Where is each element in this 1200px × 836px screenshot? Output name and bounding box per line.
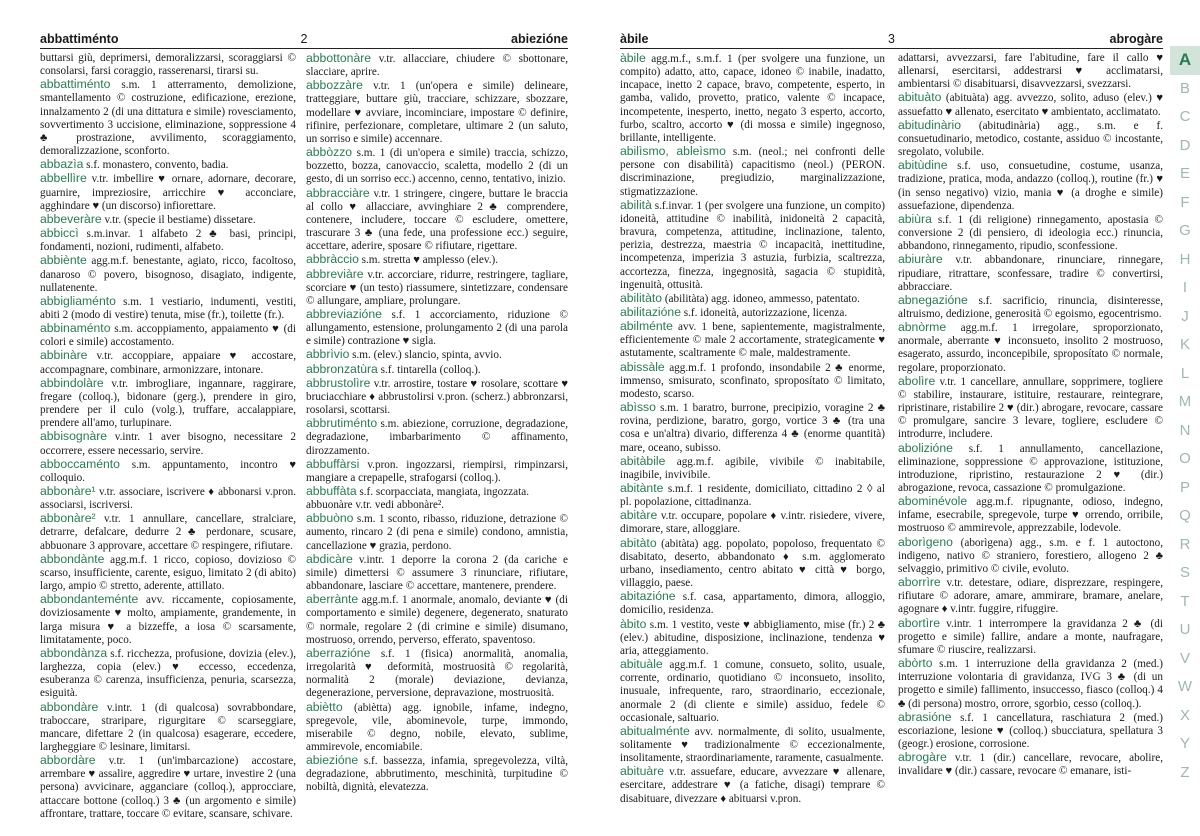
entry-headword: abilménte [620, 319, 673, 334]
dictionary-entry [40, 172, 296, 212]
entry-headword: abbuòno [306, 511, 354, 526]
dictionary-entry [40, 485, 296, 512]
entry-headword: abiezióne [306, 753, 359, 768]
thumb-tab-v[interactable]: V [1179, 649, 1190, 667]
entry-headword: abbreviazióne [306, 306, 382, 321]
entry-definition: v.intr. 1 deporre la corona 2 (da cariche e simile) dimettersi © assumere 3 rinunciare, rifiutare, abbandonare, lasciare © accettare, mantenere, prendere. [306, 553, 568, 593]
dictionary-entry [306, 363, 568, 377]
entry-definition: s.m.f. 1 residente, domiciliato, cittadino 2 ◊ al pl. popolazione, cittadinanza. [620, 483, 885, 509]
entry-headword: abbinàre [40, 348, 88, 363]
entry-definition: v.intr. 1 (di qualcosa) sovrabbondare, traboccare, straripare, rigurgitare © scarseggiare, mancare, difettare 2 (in qualcosa) esagerare, eccedere, largheggiare © lesinare, limitarsi. [40, 701, 296, 753]
entry-definition: s.f. monastero, convento, badia. [83, 159, 229, 172]
entry-headword: abbiccì [40, 226, 79, 241]
dictionary-entry [40, 701, 296, 755]
right-first-guideword: àbile [620, 32, 649, 46]
thumb-tab-d[interactable]: D [1179, 136, 1191, 154]
entry-definition: s.f. 1 accorciamento, riduzione © allungamento, estensione, prolungamento 2 (di una parola e simile) contrazione ♥ sigla. [306, 308, 568, 348]
entry-definition: s.m. abiezione, corruzione, degradazione, degradazione, imbarbarimento © affinamento, dirozzamento. [306, 418, 568, 457]
entry-definition: v.tr. (specie il bestiame) dissetare. [101, 213, 256, 226]
entry-headword: abiuràre [898, 252, 943, 267]
dictionary-entry [620, 658, 885, 725]
dictionary-entry [306, 377, 568, 417]
thumb-tab-y[interactable]: Y [1179, 735, 1190, 752]
dictionary-entry [898, 617, 1163, 657]
entry-definition: s.f. bassezza, infamia, spregevolezza, viltà, degradazione, abbrutimento, meschinità, turpitudine © nobiltà, dignità, elevatezza. [306, 755, 568, 794]
entry-headword: abbondànza [40, 645, 108, 660]
entry-headword: abìsso [620, 400, 656, 415]
entry-headword: abdicàre [306, 551, 353, 566]
entry-headword: abnegazióne [898, 292, 968, 307]
entry-headword: abitualménte [620, 723, 690, 738]
entry-definition: s.f. tintarella (colloq.). [377, 363, 481, 376]
dictionary-entry [898, 213, 1163, 253]
entry-definition: v.tr. arrostire, tostare ♥ rosolare, scottare ♥ bruciacchiare ♦ abbrustolirsi v.pron. (scherz.) abbronzarsi, rosolarsi, scottarsi. [306, 377, 568, 417]
entry-headword: abrasióne [898, 709, 952, 724]
entry-definition: s.m.invar. 1 alfabeto 2 ♣ basi, principi, fondamenti, nozioni, rudimenti, alfabeto. [40, 228, 296, 254]
entry-definition: avv. riccamente, copiosamente, doviziosamente ♥ molto, ampiamente, grandemente, in larga misura ♥ a bizzeffe, a iosa © scarsamente, limitatamente, poco. [40, 594, 296, 646]
left-page [40, 30, 568, 836]
left-column-2 [306, 52, 568, 836]
dictionary-entry [306, 268, 568, 308]
thumb-tab-m[interactable]: M [1178, 393, 1192, 410]
entry-definition: s.m. 1 interruzione della gravidanza 2 (med.) interruzione volontaria di gravidanza, IVG 3 ♣ (di un progetto e simile) fallimento, insuccesso, fiasco (colloq.) 4 ♣ (di persona) mostro, orrore, sgorbio, cesso (colloq.). [898, 658, 1163, 710]
dictionary-entry [40, 295, 296, 322]
entry-headword: abbigliaménto [40, 293, 116, 308]
dictionary-entry [898, 253, 1163, 293]
entry-headword: abbellìre [40, 171, 87, 186]
entry-headword: abbràccio [306, 252, 359, 267]
entry-headword: abrogàre [898, 750, 947, 765]
entry-definition: v.tr. allacciare, chiudere © sbottonare, slacciare, aprire. [306, 53, 568, 79]
entry-definition: s.m. accoppiamento, appaiamento ♥ (di colori e simile) accostamento. [40, 323, 296, 349]
entry-headword: abbreviàre [306, 266, 364, 281]
entry-headword: àbile [620, 52, 646, 65]
entry-headword: abissàle [620, 359, 665, 374]
entry-headword: abbracciàre [306, 185, 370, 200]
entry-definition: s.m. (neol.; nei confronti delle persone con disabilità) capacitismo (neol.) (PERON. discriminazione, pregiudizio, marginalizzazione, stigmatizzazione. [620, 146, 885, 198]
entry-headword: abbonàre¹ [40, 484, 96, 498]
entry-definition: (abiètta) agg. ignobile, infame, indegno, spregevole, vile, abominevole, turpe, immondo, miserabile © degno, nobile, elevato, sublime, ammirevole, encomiabile. [306, 701, 568, 753]
entry-definition: s.f. uso, consuetudine, costume, usanza, tradizione, pratica, moda, andazzo (colloq.), routine (fr.) ♥ (in senso negativo) vizio, mania ♥ (a droghe e simile) assuefazione, dipendenza. [898, 160, 1163, 212]
dictionary-entry [898, 576, 1163, 616]
entry-headword: aborìgeno [898, 534, 953, 549]
dictionary-entry [306, 146, 568, 186]
entry-definition: s.m. 1 sconto, ribasso, riduzione, detrazione © aumento, rincaro 2 (di pena e simile) condono, amnistia, cancellazione ♥ grazia, perdono. [306, 513, 568, 552]
entry-definition: v.tr. detestare, odiare, disprezzare, respingere, rifiutare © adorare, amare, ammirare, bramare, anelare, agognare ♦ v.intr. fuggire, rifuggire. [898, 577, 1163, 616]
dictionary-entry [620, 765, 885, 805]
entry-headword: abilitazióne [620, 304, 681, 319]
thumb-tab-a[interactable]: A [1170, 46, 1200, 75]
entry-definition: s.m. 1 vestiario, indumenti, vestiti, abiti 2 (modo di vestire) tenuta, mise (fr.), toilette (fr.). [40, 295, 296, 321]
entry-definition: agg.m.f. 1 ricco, copioso, dovizioso © scarso, insufficiente, carente, esiguo, limitato 2 (di abito) largo, ampio © stretto, aderente, attillato. [40, 553, 296, 593]
entry-definition: s.m. 1 (di un'opera e simile) traccia, schizzo, bozzetto, bozza, canovaccio, scaletta, modello 2 (di un gesto, di un sorriso ecc.) accenno, cenno, tentativo, inizio. [306, 147, 568, 186]
dictionary-entry [620, 306, 885, 320]
dictionary-entry [620, 145, 885, 199]
entry-definition: s.m. stretta ♥ amplesso (elev.). [358, 254, 499, 267]
dictionary-entry [898, 52, 1163, 91]
dictionary-entry [306, 458, 568, 485]
entry-definition: s.f. ricchezza, profusione, dovizia (elev.), larghezza, copia (elev.) ♥ eccesso, eccedenza, esuberanza © carenza, insufficienza, penuria, scarsezza, esiguità. [40, 647, 296, 700]
entry-headword: abitànte [620, 481, 664, 495]
dictionary-entry [620, 537, 885, 591]
dictionary-entry [306, 647, 568, 701]
entry-headword: abbondàre [40, 699, 99, 714]
entry-definition: (abitàta) agg. popolato, popoloso, frequentato © disabitato, deserto, abbandonato ♦ s.m. agglomerato urbano, insediamento, centro abitato ♥ città ♥ borgo, villaggio, paese. [620, 537, 885, 590]
entry-definition: v.tr. accoppiare, appaiare ♥ accostare, accompagnare, combinare, armonizzare, intonare. [40, 350, 296, 376]
dictionary-entry [620, 455, 885, 482]
entry-definition: v.tr. 1 (un'opera e simile) delineare, tratteggiare, buttare giù, tracciare, schizzare, sbozzare, modellare ♥ avviare, incominciare, impostare © definire, rifinire, perfezionare, completare, ultimare 2 (un saluto, un sorriso e simile) accennare. [306, 80, 568, 145]
dictionary-entry [40, 754, 296, 821]
entry-definition: s.m. 1 vestito, veste ♥ abbigliamento, mise (fr.) 2 ♣ (elev.) abitudine, disposizione, inclinazione, tendenza ♥ aria, atteggiamento. [620, 618, 885, 657]
entry-definition: s.m. 1 baratro, burrone, precipizio, voragine 2 ♣ rovina, perdizione, baratro, gorgo, vortice 3 ♣ (tra una cosa e un'altra) divario, differenza 4 ♣ (enorme quantità) mare, oceano, subisso. [620, 402, 885, 454]
entry-headword: abbattiménto [40, 77, 111, 92]
entry-definition: abbuonàre v.tr. vedi abbonàre². [306, 499, 445, 512]
thumb-tab-o[interactable]: O [1179, 450, 1191, 467]
dictionary-entry [40, 647, 296, 701]
entry-definition: v.tr. abbandonare, rinunciare, rinnegare, ripudiare, ritrattare, sconfessare, tradire © convertirsi, abbracciare. [898, 254, 1163, 293]
entry-definition: v.intr. 1 aver bisogno, necessitare 2 occorrere, essere necessario, servire. [40, 431, 296, 457]
left-running-head [40, 30, 568, 49]
dictionary-entry [40, 254, 296, 294]
entry-definition: v.tr. accorciare, ridurre, restringere, tagliare, scorciare ♥ (un testo) riassumere, sintetizzare, condensare © allungare, ampliare, prolungare. [306, 268, 568, 307]
thumb-tab-k[interactable]: K [1179, 336, 1190, 353]
entry-headword: abilitàto [620, 290, 663, 305]
thumb-tab-g[interactable]: G [1179, 222, 1191, 239]
entry-headword: abnòrme [898, 320, 947, 335]
thumb-tab-z[interactable]: Z [1180, 763, 1190, 781]
entry-definition: (abilitàta) agg. idoneo, ammesso, patentato. [662, 292, 860, 305]
dictionary-entry [620, 482, 885, 509]
entry-headword: abitàre [620, 508, 658, 523]
dictionary-entry [40, 377, 296, 431]
left-last-guideword: abiezióne [511, 32, 568, 46]
entry-headword: abbindolàre [40, 375, 104, 390]
entry-definition: v.tr. 1 (dir.) cancellare, revocare, abolire, invalidare ♥ (dir.) cassare, revocare © emanare, isti- [898, 752, 1163, 778]
entry-headword: aborrìre [898, 575, 941, 590]
entry-headword: àbito [620, 616, 647, 631]
dictionary-entry [306, 308, 568, 348]
thumb-tab-f[interactable]: F [1180, 193, 1190, 211]
dictionary-entry [40, 78, 296, 158]
dictionary-entry [898, 495, 1163, 535]
entry-headword: abbordàre [40, 753, 96, 768]
right-column-1 [620, 52, 885, 836]
dictionary-entry [306, 253, 568, 267]
entry-definition: v.tr. 1 stringere, cingere, buttare le braccia al collo ♥ allacciare, avvinghiare 2 ♣ comprendere, contenere, includere, toccare © escludere, omettere, trascurare 3 ♣ (una fede, una professione ecc.) seguire, accettare, aderire, sposare © rifiutare, rigettare. [306, 187, 568, 253]
dictionary-entry [620, 52, 885, 145]
entry-headword: abituàto [898, 90, 942, 105]
entry-definition: agg.m.f. 1 anormale, anomalo, deviante ♥ (di comportamento e simile) degenere, degenerato, snaturato © normale, regolare 2 (di crimine e simile) disumano, mostruoso, orrendo, perverso, efferato, spaventoso. [306, 594, 568, 646]
entry-headword: abbottonàre [306, 52, 372, 65]
thumb-tab-w[interactable]: W [1177, 678, 1193, 695]
left-first-guideword: abbattiménto [40, 32, 119, 46]
thumb-index [1170, 46, 1200, 836]
entry-definition: s.f. 1 annullamento, cancellazione, eliminazione, soppressione © approvazione, istituzione, introduzione, ripristino, restaurazione 2 ♥ (dir.) abrogazione, revoca, cassazione © promulgazione. [898, 442, 1163, 494]
entry-definition: v.intr. 1 interrompere la gravidanza 2 ♣ (di progetto e simile) fallire, andare a monte, naufragare, sfumare © riuscire, realizzarsi. [898, 617, 1163, 656]
thumb-tab-x[interactable]: X [1179, 706, 1190, 724]
thumb-tab-b[interactable]: B [1179, 79, 1190, 97]
entry-headword: abituàre [620, 764, 665, 779]
entry-definition: buttarsi giù, deprimersi, demoralizzarsi, scoraggiarsi © consolarsi, farsi coraggio, rasserenarsi, tirarsi su. [40, 52, 296, 78]
entry-definition: avv. 1 bene, sapientemente, magistralmente, efficientemente © male 2 accortamente, strategicamente ♥ astutamente, scaltramente © male, maldestramente. [620, 321, 885, 360]
entry-definition: v.pron. ingozzarsi, riempirsi, rimpinzarsi, mangiare a crepapelle, strafogarsi (colloq.). [306, 458, 568, 484]
entry-definition: s.m. 1 atterramento, demolizione, smantellamento © costruzione, edificazione, erezione, innalzamento 2 (di una dittatura e simile) rovesciamento, sovvertimento 3 uccisione, eliminazione, soppressione 4 ♣ prostrazione, avvilimento, scoraggiamento, demoralizzazione, sconforto. [40, 79, 296, 158]
entry-headword: abbinaménto [40, 321, 111, 336]
entry-definition: agg.m.f. ripugnante, odioso, indegno, infame, esecrabile, spregevole, turpe ♥ orrendo, orribile, mostruoso © ammirevole, apprezzabile, lodevole. [898, 496, 1163, 535]
thumb-tab-i[interactable]: I [1182, 279, 1188, 296]
dictionary-entry [620, 725, 885, 765]
dictionary-entry [620, 292, 885, 306]
dictionary-entry [40, 322, 296, 349]
dictionary-entry [898, 751, 1163, 778]
right-page-number: 3 [888, 32, 895, 46]
entry-definition: v.tr. occupare, popolare ♦ v.intr. risiedere, vivere, dimorare, stare, alloggiare. [620, 510, 885, 536]
dictionary-entry [40, 512, 296, 552]
thumb-tab-q[interactable]: Q [1179, 507, 1191, 524]
entry-headword: abolìre [898, 373, 936, 388]
entry-headword: abbondanteménte [40, 592, 139, 607]
entry-definition: agg.m.f. 1 irregolare, sproporzionato, anormale, aberrante ♥ inconsueto, insolito 2 mostruoso, esagerato, assurdo, inconcepibile, sproposítato © normale, regolare, proporzionato. [898, 322, 1163, 374]
entry-headword: abbuffàta [306, 484, 357, 498]
thumb-tab-r[interactable]: R [1179, 535, 1191, 553]
thumb-tab-e[interactable]: E [1179, 165, 1190, 182]
dictionary-entry [898, 442, 1163, 496]
entry-definition: (abitudinària) agg., s.m. e f. consuetudinario, metodico, costante, assiduo © incostante, sregolato, volubile. [898, 119, 1163, 159]
entry-headword: abbrìvio [306, 347, 350, 362]
dictionary-entry [40, 553, 296, 593]
dictionary-entry [40, 52, 296, 78]
dictionary-entry [306, 512, 568, 552]
entry-headword: abominévole [898, 494, 968, 509]
dictionary-entry [898, 294, 1163, 321]
entry-definition: s.f. sacrificio, rinuncia, disinteresse, altruismo, dedizione, generosità © egoismo, egocentrismo. [898, 294, 1163, 320]
entry-definition: v.tr. imbellire ♥ ornare, adornare, decorare, guarnire, impreziosire, arricchire ♥ acconciare, agghindare ♥ (un discorso) infiorettare. [40, 173, 296, 212]
entry-headword: abilità [620, 197, 652, 212]
dictionary-entry [620, 509, 885, 536]
dictionary-entry [898, 711, 1163, 751]
dictionary-entry [620, 401, 885, 455]
entry-headword: abbozzàre [306, 78, 363, 93]
dictionary-entry [306, 79, 568, 146]
dictionary-entry [898, 657, 1163, 711]
entry-headword: abbeveràre [40, 211, 102, 226]
left-column-1 [40, 52, 296, 836]
dictionary-entry [306, 754, 568, 794]
thumb-tab-s[interactable]: S [1179, 564, 1190, 581]
right-running-head [620, 30, 1163, 49]
entry-definition: v.tr. associare, iscrivere ♦ abbonarsi v.pron. associarsi, iscriversi. [40, 486, 296, 512]
entry-headword: abitudinàrio [898, 117, 962, 132]
thumb-tab-c[interactable]: C [1179, 108, 1191, 125]
entry-headword: abbòzzo [306, 145, 353, 160]
thumb-tab-u[interactable]: U [1179, 621, 1191, 638]
dictionary-entry [40, 158, 296, 172]
entry-definition: s.f. scorpacciata, mangiata, ingozzata. [356, 486, 529, 498]
entry-definition: s.f. 1 (di religione) rinnegamento, apostasia © conversione 2 (di pensiero, di ideologia ecc.) rinuncia, abbandono, rinnegamento, ripudio, sconfessione. [898, 213, 1163, 253]
entry-definition: s.f. idoneità, autorizzazione, licenza. [680, 306, 848, 319]
entry-headword: abitazióne [620, 589, 676, 604]
right-last-guideword: abrogàre [1109, 32, 1163, 46]
thumb-tab-l[interactable]: L [1180, 364, 1190, 382]
entry-definition: s.m. (elev.) slancio, spinta, avvio. [349, 349, 502, 362]
entry-headword: abiùra [898, 211, 932, 226]
entry-definition: agg.m.f. 1 profondo, insondabile 2 ♣ enorme, immenso, smisurato, sconfinato, sproposítato © limitato, modesto, scarso. [620, 361, 885, 400]
thumb-tab-n[interactable]: N [1179, 421, 1191, 439]
entry-definition: (aborìgena) agg., s.m. e f. 1 autoctono, indigeno, nativo © straniero, forestiero, allogeno 2 ♣ selvaggio, primitivo © civile, evoluto. [898, 536, 1163, 575]
entry-definition: v.tr. 1 (un'imbarcazione) accostare, arrembare ♥ assalire, aggredire ♥ urtare, investire 2 (una persona) avvicinare, agganciare (colloq.), approcciare, attaccare bottone (colloq.) 3 ♣ (un argomento e simile) affrontare, trattare, toccare © evitare, scansare, schivare. [40, 755, 296, 820]
entry-definition: s.f. 1 (fisica) anormalità, anomalia, irregolarità ♥ deformità, mostruosità © regolarità, normalità 2 (morale) deviazione, devianza, degenerazione, perversione, depravazione, mostruosità. [306, 647, 568, 700]
dictionary-entry [306, 593, 568, 647]
dictionary-entry [40, 213, 296, 227]
entry-definition: v.tr. 1 cancellare, annullare, sopprimere, togliere © stabilire, instaurare, istituire, restaurare, reintegrare, ripristinare, ristabilire 2 ♥ (dir.) abrogare, revocare, cassare © promulgare, sancire 3 levare, togliere, escludere © introdurre, includere. [898, 375, 1163, 441]
entry-headword: abbiènte [40, 253, 87, 268]
dictionary-entry [40, 458, 296, 485]
entry-headword: abituàle [620, 657, 663, 672]
thumb-tab-t[interactable]: T [1180, 592, 1190, 610]
entry-headword: abboccaménto [40, 456, 120, 471]
entry-headword: abitàto [620, 535, 657, 550]
entry-definition: v.tr. 1 annullare, cancellare, stralciare, detrarre, defalcare, dedurre 2 ♣ perdonare, scusare, abbuonare 3 approvare, accettare © respingere, rifiutare. [40, 513, 296, 552]
entry-headword: abolizióne [898, 440, 953, 455]
dictionary-entry [306, 348, 568, 362]
dictionary-entry [306, 553, 568, 593]
dictionary-entry [306, 187, 568, 254]
entry-headword: abbrutiménto [306, 416, 378, 431]
dictionary-entry [40, 227, 296, 254]
entry-definition: v.tr. imbrogliare, ingannare, raggirare, fregare (colloq.), bidonare (gerg.), prendere in giro, prendere per il culo (volg.), truffare, accalappiare, prendere all'amo, turlupinare. [40, 377, 296, 430]
entry-headword: abiètto [306, 699, 343, 714]
entry-definition: s.f. casa, appartamento, dimora, alloggio, domicilio, residenza. [620, 591, 885, 617]
entry-headword: abbrustolìre [306, 375, 371, 390]
dictionary-entry [620, 361, 885, 401]
entry-definition: (abituàta) agg. avvezzo, solito, aduso (elev.) ♥ assuefatto ♥ allenato, esercitato ♥ ambientato, acclimatato. [898, 92, 1163, 118]
dictionary-entry [40, 593, 296, 647]
entry-headword: abòrto [898, 656, 933, 671]
dictionary-entry [306, 701, 568, 755]
entry-definition: s.f.invar. 1 (per svolgere una funzione, un compito) idoneità, attitudine © inabilità, inidoneità 2 capacità, bravura, competenza, attitudine, inclinazione, talento, perizia, destrezza, maestria © incapacità, inettitudine, incompetenza, imperizia 3 astuzia, furbizia, scaltrezza, accortezza, finezza, ingegnosità, sagacia © stupidità, ingenuità, ottusità. [620, 199, 885, 291]
dictionary-entry [306, 417, 568, 457]
dictionary-entry [620, 320, 885, 360]
dictionary-entry [898, 159, 1163, 213]
entry-headword: abbondànte [40, 551, 105, 566]
entry-headword: abbuffàrsi [306, 456, 360, 471]
entry-headword: abortìre [898, 615, 941, 630]
entry-definition: agg.m.f., s.m.f. 1 (per svolgere una funzione, un compito) adatto, atto, capace, idoneo © inabile, inadatto, incapace, inetto 2 capace, bravo, competente, esperto, in gamba, valido, provetto, pratico, valente © incapace, incompetente, inesperto, inetto, negato 3 esperto, accorto, furbo, scaltro, accorto ♥ (di mossa e simile) ingegnoso, brillante, intelligente. [620, 53, 885, 144]
dictionary-entry [898, 536, 1163, 576]
thumb-tab-h[interactable]: H [1179, 250, 1191, 268]
entry-definition: agg.m.f. benestante, agiato, ricco, facoltoso, danaroso © povero, bisognoso, disagiato, indigente, nullatenente. [40, 255, 296, 294]
dictionary-entry [620, 199, 885, 292]
dictionary-entry [306, 485, 568, 499]
entry-headword: abitàbile [620, 453, 666, 468]
dictionary-entry [306, 52, 568, 79]
left-page-number: 2 [300, 32, 308, 46]
dictionary-entry [898, 321, 1163, 375]
entry-headword: abbisognàre [40, 429, 108, 444]
entry-definition: v.tr. assuefare, educare, avvezzare ♥ allenare, esercitare, addestrare ♥ (a fatiche, disagi) temprare © disabituare, divezzare ♦ abituarsi v.pron. [620, 766, 885, 805]
thumb-tab-p[interactable]: P [1179, 478, 1190, 496]
dictionary-entry [40, 430, 296, 457]
entry-headword: abilìsmo, ableìsmo [620, 144, 726, 159]
entry-definition: s.f. 1 cancellatura, raschiatura 2 (med.) escoriazione, lesione ♥ (colloq.) sbucciatura, spellatura 3 (geogr.) erosione, corrosione. [898, 711, 1163, 750]
entry-headword: abbazìa [40, 157, 84, 172]
dictionary-entry [40, 349, 296, 376]
entry-headword: aberrànte [306, 592, 359, 607]
entry-headword: abbronzatùra [306, 361, 378, 376]
entry-headword: abbonàre² [40, 511, 96, 526]
dictionary-entry [898, 119, 1163, 159]
right-column-2 [898, 52, 1163, 836]
thumb-tab-j[interactable]: J [1181, 307, 1189, 325]
dictionary-entry [620, 618, 885, 658]
right-page [620, 30, 1163, 836]
entry-definition: avv. normalmente, di solito, usualmente, solitamente ♥ tradizionalmente © eccezionalmente, insolitamente, straordinariamente, raramente, casualmente. [620, 725, 885, 765]
dictionary-entry [620, 590, 885, 617]
entry-headword: abitùdine [898, 158, 948, 173]
entry-definition: adattarsi, avvezzarsi, fare l'abitudine, fare il callo ♥ allenarsi, esercitarsi, addestrarsi ♥ acclimatarsi, ambientarsi © disabituarsi, disavvezzarsi, svezzarsi. [898, 52, 1163, 91]
dictionary-entry [898, 91, 1163, 118]
dictionary-entry [898, 375, 1163, 442]
entry-definition: s.m. appuntamento, incontro ♥ colloquio. [40, 458, 296, 484]
entry-headword: aberrazióne [306, 645, 371, 660]
entry-definition: agg.m.f. 1 comune, consueto, solito, usuale, corrente, ordinario, quotidiano © inconsueto, insolito, inusuale, infrequente, raro, straordinario, eccezionale, anormale 2 (di cliente e simile) assiduo, fedele © occasionale, saltuario. [620, 659, 885, 724]
entry-definition: agg.m.f. agibile, vivibile © inabitabile, inagibile, invivibile. [620, 455, 885, 481]
